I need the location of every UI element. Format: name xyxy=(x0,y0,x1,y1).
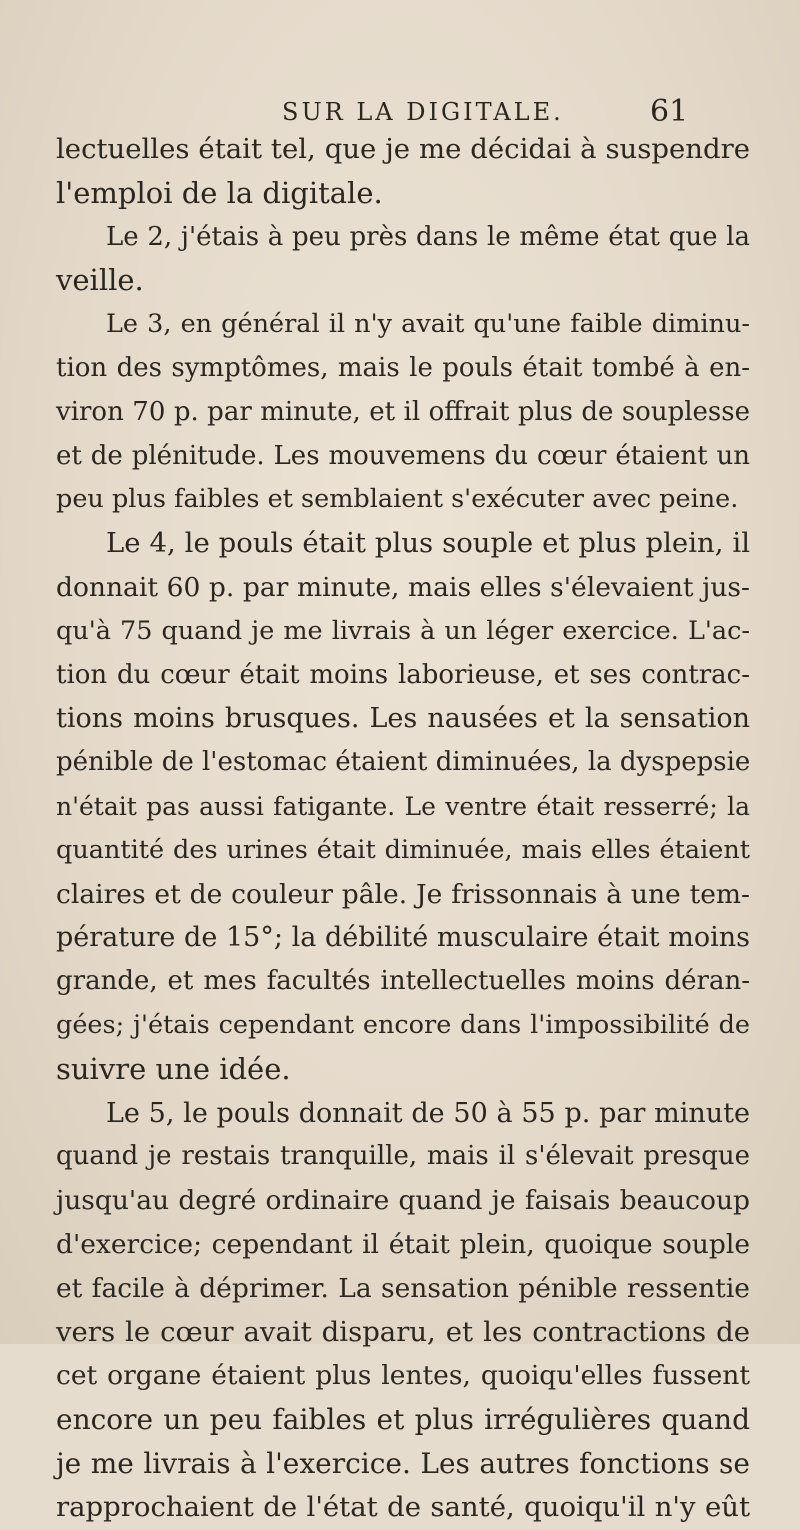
running-head xyxy=(0,92,800,132)
text-line: quand je restais tranquille, mais il s'élevait presque xyxy=(56,1141,750,1172)
text-line: lectuelles était tel, que je me décidai à suspendre xyxy=(56,133,750,165)
text-line: tion du cœur était moins laborieuse, et ses contrac- xyxy=(56,659,750,690)
running-title: SUR LA DIGITALE. xyxy=(282,98,564,126)
text-line: donnait 60 p. par minute, mais elles s'élevaient jus- xyxy=(56,571,750,603)
text-line: vers le cœur avait disparu, et les contractions de xyxy=(56,1315,750,1348)
text-line: quantité des urines était diminuée, mais elles étaient xyxy=(56,834,750,865)
text-line: suivre une idée. xyxy=(56,1051,291,1086)
body-text xyxy=(56,128,750,1530)
text-line: n'était pas aussi fatigante. Le ventre était resserré; la xyxy=(56,791,750,821)
text-line: cet organe étaient plus lentes, quoiqu'elles fussent xyxy=(56,1360,750,1392)
page-number: 61 xyxy=(650,94,689,129)
text-line: Le 2, j'étais à peu près dans le même état que la xyxy=(106,221,750,252)
text-line: qu'à 75 quand je me livrais à un léger exercice. L'ac- xyxy=(56,615,750,646)
text-line: viron 70 p. par minute, et il offrait plus de souplesse xyxy=(56,396,750,427)
text-line: encore un peu faibles et plus irrégulières quand xyxy=(56,1403,750,1437)
text-line: et facile à déprimer. La sensation pénible ressentie xyxy=(56,1272,750,1304)
text-line: gées; j'étais cependant encore dans l'impossibilité de xyxy=(56,1009,750,1040)
text-line: claires et de couleur pâle. Je frissonnais à une tem- xyxy=(56,878,750,910)
text-line: l'emploi de la digitale. xyxy=(56,175,383,210)
text-line: veille. xyxy=(56,263,144,298)
text-line: d'exercice; cependant il était plein, quoique souple xyxy=(56,1228,750,1260)
text-line: Le 4, le pouls était plus souple et plus plein, il xyxy=(106,527,750,560)
text-line: rapprochaient de l'état de santé, quoiqu'il n'y eût xyxy=(56,1490,750,1523)
text-line: pénible de l'estomac étaient diminuées, la dyspepsie xyxy=(56,747,751,778)
text-line: et de plénitude. Les mouvemens du cœur étaient un xyxy=(56,440,750,471)
text-line: jusqu'au degré ordinaire quand je faisais beaucoup xyxy=(56,1185,750,1217)
text-line: tions moins brusques. Les nausées et la sensation xyxy=(56,703,750,735)
text-line: tion des symptômes, mais le pouls était tombé à en- xyxy=(56,352,750,383)
text-line: grande, et mes facultés intellectuelles moins déran- xyxy=(56,966,750,997)
text-line: Le 3, en général il n'y avait qu'une faible diminu- xyxy=(106,309,750,340)
text-line: je me livrais à l'exercice. Les autres fonctions se xyxy=(56,1446,750,1480)
text-line: peu plus faibles et semblaient s'exécuter avec peine. xyxy=(56,484,739,515)
text-line: Le 5, le pouls donnait de 50 à 55 p. par minute xyxy=(106,1097,750,1129)
text-line: pérature de 15°; la débilité musculaire était moins xyxy=(56,922,750,954)
